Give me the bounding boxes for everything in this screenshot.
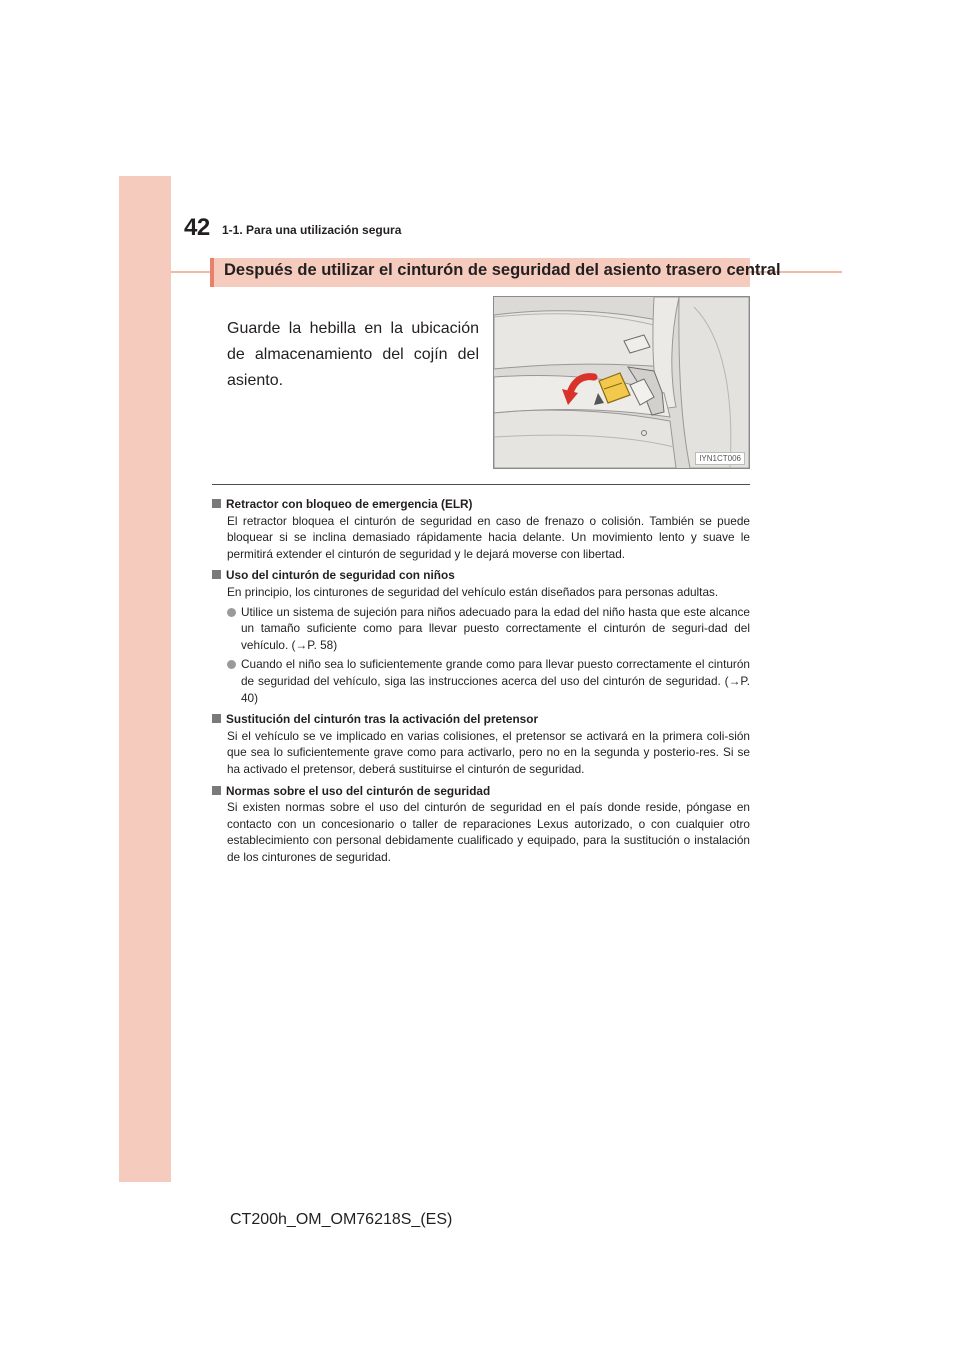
square-bullet-icon <box>212 714 221 723</box>
circle-bullet-icon <box>227 608 236 617</box>
square-bullet-icon <box>212 786 221 795</box>
section-title: 1-1. Para una utilización segura <box>222 223 402 237</box>
note-title-pretensioner: Sustitución del cinturón tras la activación del pretensor <box>212 711 750 728</box>
notes-section <box>212 491 750 868</box>
square-bullet-icon <box>212 499 221 508</box>
note-title-children: Uso del cinturón de seguridad con niños <box>212 567 750 584</box>
note-body-regulations: Si existen normas sobre el uso del cinturón de seguridad en el país donde reside, póngase en contacto con un concesionario o taller de reparaciones Lexus autorizado, o con cualquier otro establecimiento con personal debidamente cualificado y equipado, para la sustitución o instalación de los cinturones de seguridad. <box>227 800 750 864</box>
section-banner <box>210 258 781 287</box>
list-item: Utilice un sistema de sujeción para niños adecuado para la edad del niño hasta que este alcance un tamaño suficiente como para llevar puesto correctamente el cinturón de seguri-dad del vehículo. (→P. 58) <box>227 604 750 654</box>
rear-seat-drawing <box>494 297 749 468</box>
page-sidebar-tab <box>119 176 171 1182</box>
banner-title: Después de utilizar el cinturón de seguridad del asiento trasero central <box>224 261 781 279</box>
circle-bullet-icon <box>227 660 236 669</box>
seat-buckle-illustration <box>493 296 750 469</box>
note-body-pretensioner: Si el vehículo se ve implicado en varias colisiones, el pretensor se activará en la primera coli-sión que sea lo suficientemente grave como para activarlo, pero no en la segunda y posterio-res. Si se ha activado el pretensor, deberá sustituirse el cinturón de seguridad. <box>227 728 750 776</box>
square-bullet-icon <box>212 570 221 579</box>
intro-paragraph: Guarde la hebilla en la ubicación de almacenamiento del cojín del asiento. <box>227 320 479 389</box>
document-code: CT200h_OM_OM76218S_(ES) <box>230 1211 453 1228</box>
list-item: Cuando el niño sea lo suficientemente grande como para llevar puesto correctamente el cinturón de seguridad del vehículo, siga las instrucciones acerca del uso del cinturón de seguridad. (→P. 40) <box>227 656 750 706</box>
figure-code: IYN1CT006 <box>695 452 745 465</box>
banner-accent-bar <box>210 258 214 287</box>
note-body-children: En principio, los cinturones de seguridad del vehículo están diseñados para personas adultas. <box>227 584 719 599</box>
note-title-elr: Retractor con bloqueo de emergencia (ELR) <box>212 496 750 513</box>
note-title-regulations: Normas sobre el uso del cinturón de seguridad <box>212 783 750 800</box>
note-body-elr: El retractor bloquea el cinturón de seguridad en caso de frenazo o colisión. También se puede bloquear si se inclina demasiado rápidamente hacia delante. Un movimiento lento y suave le permitirá extender el cinturón de seguridad y le dejará moverse con libertad. <box>227 513 750 561</box>
section-divider <box>212 484 750 485</box>
page-number: 42 <box>184 214 210 241</box>
